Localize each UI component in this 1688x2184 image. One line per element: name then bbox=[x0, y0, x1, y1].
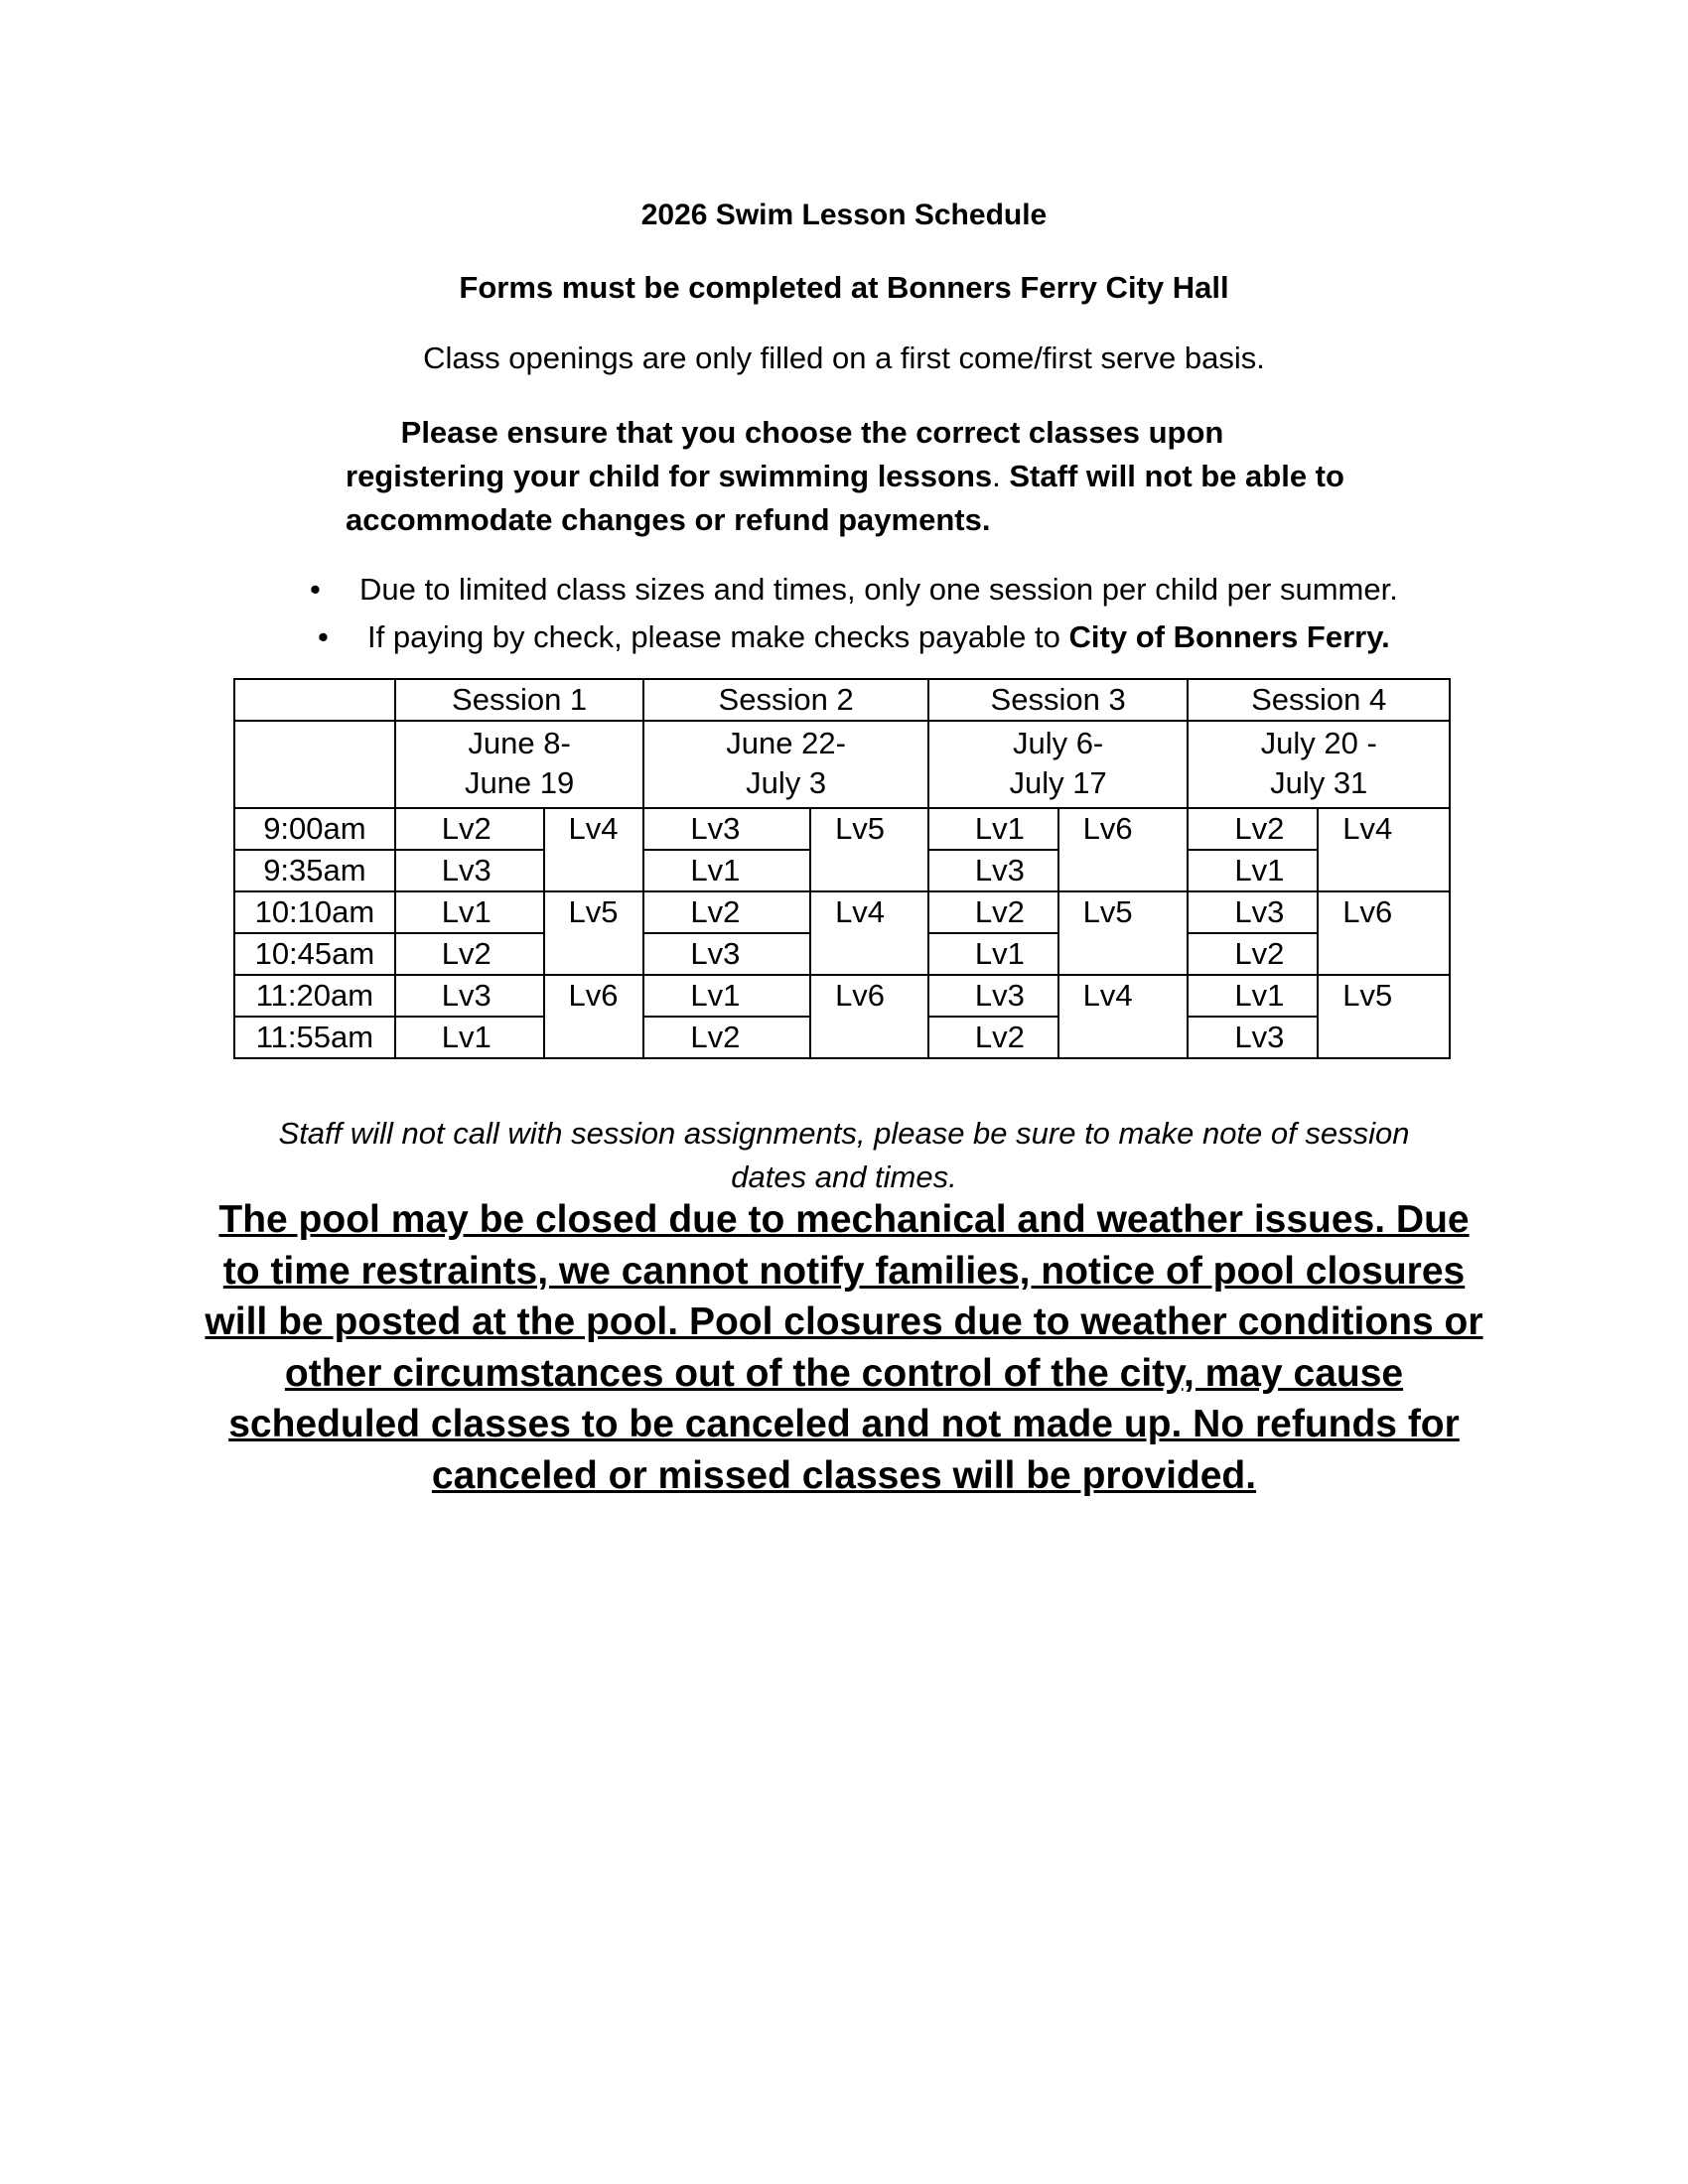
date-start: July 20 - bbox=[1260, 726, 1377, 760]
pool-closure-notice bbox=[194, 1194, 1494, 1501]
ensure-line-1: Please ensure that you choose the correct classes upon bbox=[400, 415, 1224, 450]
bullet-dot-icon: • bbox=[318, 619, 329, 654]
time-cell: 9:35am bbox=[234, 850, 395, 891]
time-row-1010 bbox=[234, 891, 1450, 933]
level-cell: Lv1 bbox=[395, 891, 544, 933]
level-cell: Lv5 bbox=[1318, 975, 1450, 1058]
level-cell: Lv2 bbox=[1188, 808, 1318, 850]
pool-notice-line-3: will be posted at the pool. Pool closures due to weather conditions or bbox=[205, 1300, 1483, 1343]
time-cell: 11:20am bbox=[234, 975, 395, 1017]
bullet-text-prefix: If paying by check, please make checks payable to bbox=[367, 619, 1069, 654]
date-start: June 22- bbox=[726, 726, 846, 760]
level-cell: Lv5 bbox=[544, 891, 644, 975]
level-cell: Lv1 bbox=[643, 975, 810, 1017]
level-cell: Lv3 bbox=[928, 850, 1058, 891]
bullet-text bbox=[367, 619, 1390, 655]
level-cell: Lv4 bbox=[1058, 975, 1189, 1058]
date-start: July 6- bbox=[1012, 726, 1104, 760]
pool-notice-line-1: The pool may be closed due to mechanical and weather issues. Due bbox=[218, 1198, 1470, 1241]
staff-notice-line-1: Staff will not call with session assignments, please be sure to make note of session bbox=[278, 1116, 1410, 1151]
pool-notice-line-6: canceled or missed classes will be provided. bbox=[431, 1453, 1257, 1497]
empty-corner-cell bbox=[234, 679, 395, 721]
session-2-dates bbox=[643, 721, 927, 808]
openings-notice: Class openings are only filled on a first come/first serve basis. bbox=[423, 341, 1265, 375]
level-cell: Lv3 bbox=[928, 975, 1058, 1017]
level-cell: Lv1 bbox=[395, 1017, 544, 1058]
level-cell: Lv5 bbox=[810, 808, 928, 891]
level-cell: Lv3 bbox=[1188, 891, 1318, 933]
session-4-header: Session 4 bbox=[1188, 679, 1450, 721]
pool-notice-line-5: scheduled classes to be canceled and not made up. No refunds for bbox=[228, 1403, 1460, 1445]
time-cell: 9:00am bbox=[234, 808, 395, 850]
ensure-notice bbox=[346, 411, 1438, 542]
level-cell: Lv2 bbox=[395, 808, 544, 850]
bullet-text: Due to limited class sizes and times, only one session per child per summer. bbox=[359, 572, 1398, 607]
level-cell: Lv1 bbox=[928, 933, 1058, 975]
ensure-line-2-start: registering your child for swimming lessons bbox=[346, 459, 993, 493]
level-cell: Lv3 bbox=[395, 850, 544, 891]
schedule-table bbox=[233, 678, 1451, 1059]
level-cell: Lv2 bbox=[643, 891, 810, 933]
bullet-dot-icon: • bbox=[310, 572, 321, 607]
forms-notice: Forms must be completed at Bonners Ferry City Hall bbox=[459, 270, 1229, 305]
session-1-header: Session 1 bbox=[395, 679, 644, 721]
level-cell: Lv6 bbox=[1318, 891, 1450, 975]
time-cell: 11:55am bbox=[234, 1017, 395, 1058]
level-cell: Lv5 bbox=[1058, 891, 1189, 975]
pool-notice-line-4: other circumstances out of the control of the city, may cause bbox=[284, 1351, 1404, 1395]
time-row-900 bbox=[234, 808, 1450, 850]
date-start: June 8- bbox=[468, 726, 571, 760]
session-1-dates bbox=[395, 721, 644, 808]
staff-notice bbox=[228, 1112, 1460, 1199]
page-title: 2026 Swim Lesson Schedule bbox=[640, 199, 1048, 231]
level-cell: Lv3 bbox=[395, 975, 544, 1017]
session-2-header: Session 2 bbox=[643, 679, 927, 721]
level-cell: Lv6 bbox=[1058, 808, 1189, 891]
time-row-1120 bbox=[234, 975, 1450, 1017]
level-cell: Lv4 bbox=[810, 891, 928, 975]
session-3-header: Session 3 bbox=[928, 679, 1189, 721]
level-cell: Lv4 bbox=[544, 808, 644, 891]
date-end: July 3 bbox=[746, 765, 827, 800]
level-cell: Lv2 bbox=[928, 1017, 1058, 1058]
ensure-line-2-rest: Staff will not be able to bbox=[1000, 459, 1344, 493]
level-cell: Lv3 bbox=[643, 933, 810, 975]
level-cell: Lv1 bbox=[643, 850, 810, 891]
ensure-line-3: accommodate changes or refund payments. bbox=[346, 502, 991, 537]
level-cell: Lv3 bbox=[1188, 1017, 1318, 1058]
level-cell: Lv6 bbox=[810, 975, 928, 1058]
date-end: July 31 bbox=[1270, 765, 1368, 800]
date-end: June 19 bbox=[464, 765, 575, 800]
level-cell: Lv2 bbox=[395, 933, 544, 975]
pool-notice-line-2: to time restraints, we cannot notify families, notice of pool closures bbox=[222, 1249, 1466, 1293]
level-cell: Lv1 bbox=[1188, 975, 1318, 1017]
level-cell: Lv1 bbox=[1188, 850, 1318, 891]
payee-name: City of Bonners Ferry. bbox=[1068, 619, 1390, 654]
session-header-row bbox=[234, 679, 1450, 721]
level-cell: Lv3 bbox=[643, 808, 810, 850]
ensure-line-2 bbox=[346, 459, 1344, 493]
session-dates-row bbox=[234, 721, 1450, 808]
ensure-line-2-period: . bbox=[992, 459, 1001, 493]
level-cell: Lv4 bbox=[1318, 808, 1450, 891]
session-4-dates bbox=[1188, 721, 1450, 808]
time-cell: 10:45am bbox=[234, 933, 395, 975]
level-cell: Lv2 bbox=[1188, 933, 1318, 975]
level-cell: Lv1 bbox=[928, 808, 1058, 850]
level-cell: Lv2 bbox=[643, 1017, 810, 1058]
date-end: July 17 bbox=[1009, 765, 1107, 800]
staff-notice-line-2: dates and times. bbox=[731, 1160, 957, 1194]
empty-date-label-cell bbox=[234, 721, 395, 808]
level-cell: Lv2 bbox=[928, 891, 1058, 933]
level-cell: Lv6 bbox=[544, 975, 644, 1058]
session-3-dates bbox=[928, 721, 1189, 808]
time-cell: 10:10am bbox=[234, 891, 395, 933]
